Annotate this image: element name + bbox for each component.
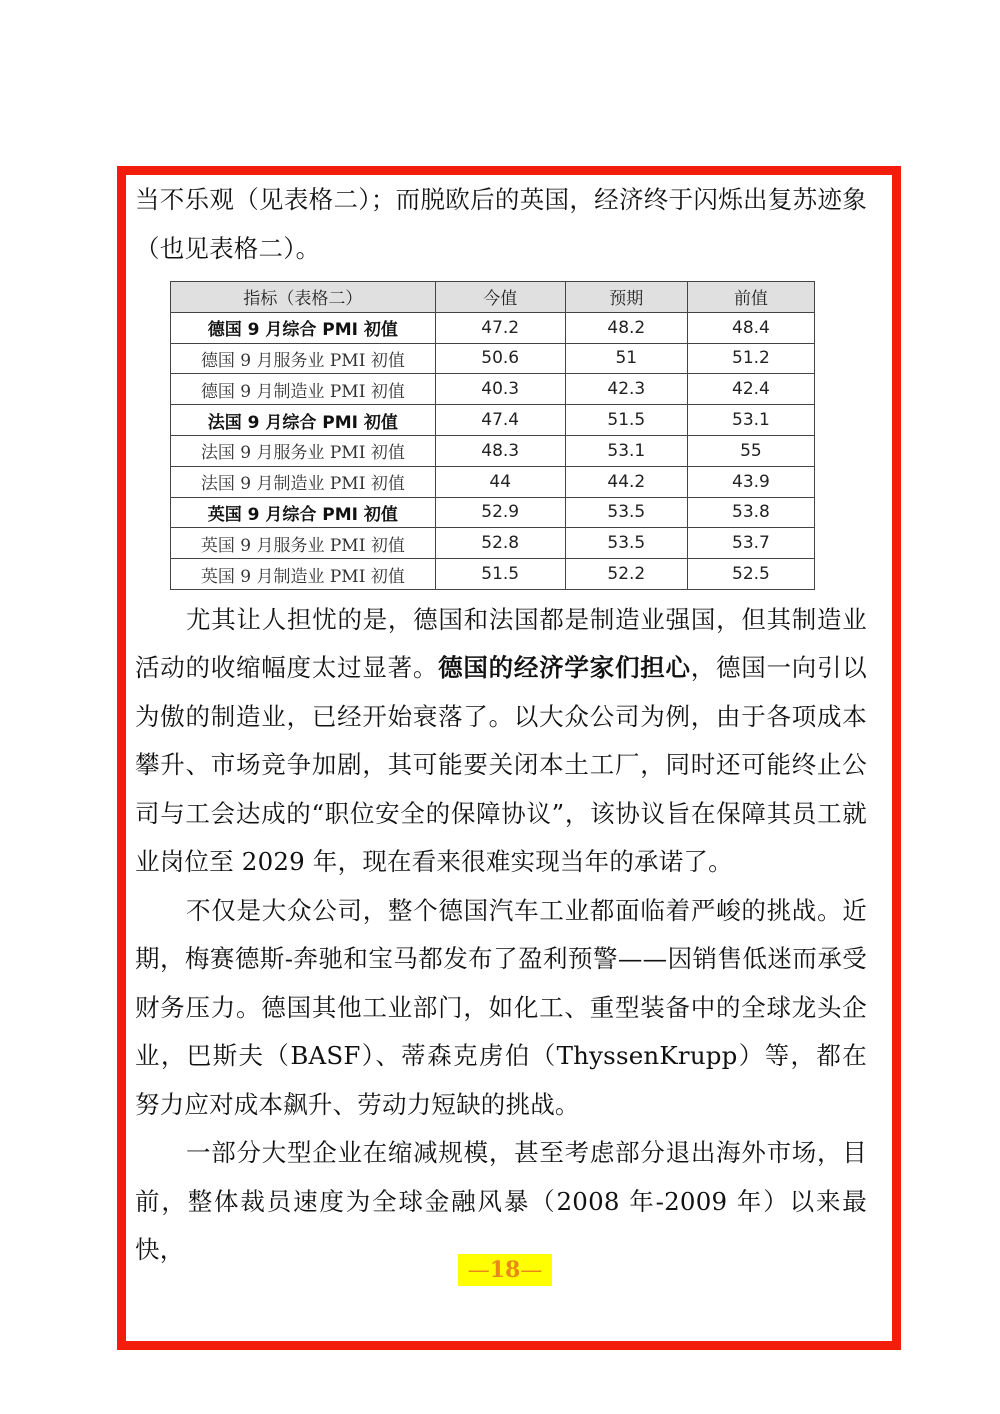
row-label: 法国 9 月综合 PMI 初值 (171, 405, 436, 436)
cell-current: 51.5 (435, 559, 565, 590)
row-label: 英国 9 月综合 PMI 初值 (171, 497, 436, 528)
cell-expected: 44.2 (565, 466, 687, 497)
cell-expected: 52.2 (565, 559, 687, 590)
cell-current: 52.9 (435, 497, 565, 528)
cell-expected: 51 (565, 343, 687, 374)
cell-previous: 48.4 (687, 312, 814, 343)
row-label: 法国 9 月制造业 PMI 初值 (171, 466, 436, 497)
paragraph-manufacturing-start: 尤其让人担忧的是，德国和法国都是制造业强国，但其制造业活动的收缩幅度太过显著。 (135, 604, 867, 683)
cell-expected: 48.2 (565, 312, 687, 343)
table-row (171, 374, 815, 405)
cell-previous: 53.7 (687, 528, 814, 559)
cell-expected: 53.1 (565, 435, 687, 466)
page-content (135, 176, 867, 1275)
cell-current: 40.3 (435, 374, 565, 405)
cell-expected: 53.5 (565, 528, 687, 559)
paragraph-manufacturing (135, 596, 867, 887)
row-label: 英国 9 月服务业 PMI 初值 (171, 528, 436, 559)
cell-current: 44 (435, 466, 565, 497)
header-indicator: 指标（表格二） (171, 282, 436, 313)
cell-previous: 53.8 (687, 497, 814, 528)
page-number-dash-right: — (520, 1257, 543, 1283)
table-row (171, 466, 815, 497)
row-label: 德国 9 月制造业 PMI 初值 (171, 374, 436, 405)
cell-previous: 53.1 (687, 405, 814, 436)
table-header-row (171, 282, 815, 313)
table-row (171, 559, 815, 590)
row-label: 英国 9 月制造业 PMI 初值 (171, 559, 436, 590)
cell-expected: 42.3 (565, 374, 687, 405)
cell-expected: 51.5 (565, 405, 687, 436)
table-row (171, 435, 815, 466)
header-current: 今值 (435, 282, 565, 313)
paragraph-intro: 当不乐观（见表格二）；而脱欧后的英国，经济终于闪烁出复苏迹象（也见表格二）。 (135, 185, 867, 263)
page-number-value: 18 (489, 1257, 521, 1283)
page-number (458, 1254, 552, 1286)
page-number-dash-left: — (467, 1257, 490, 1283)
paragraph-manufacturing-end: ，德国一向引以为傲的制造业，已经开始衰落了。以大众公司为例，由于各项成本攀升、市场竞争加剧，其可能要关闭本土工厂，同时还可能终止公司与工会达成的“职位安全的保障协议”，该协议旨在保障其员工就业岗位至 2029 年，现在看来很难实现当年的承诺了。 (135, 653, 867, 877)
header-expected: 预期 (565, 282, 687, 313)
header-previous: 前值 (687, 282, 814, 313)
cell-previous: 55 (687, 435, 814, 466)
table-row (171, 312, 815, 343)
cell-previous: 42.4 (687, 374, 814, 405)
cell-previous: 43.9 (687, 466, 814, 497)
row-label: 德国 9 月服务业 PMI 初值 (171, 343, 436, 374)
paragraph-manufacturing-emphasis: 德国的经济学家们担心 (438, 653, 691, 683)
cell-current: 52.8 (435, 528, 565, 559)
paragraph-auto-industry: 不仅是大众公司，整个德国汽车工业都面临着严峻的挑战。近期，梅赛德斯-奔驰和宝马都发布了盈利预警——因销售低迷而承受财务压力。德国其他工业部门，如化工、重型装备中的全球龙头企业，巴斯夫（BASF）、蒂森克虏伯（ThyssenKrupp）等，都在努力应对成本飙升、劳动力短缺的挑战。 (135, 895, 867, 1119)
paragraph-layoffs: 一部分大型企业在缩减规模，甚至考虑部分退出海外市场，目前，整体裁员速度为全球金融风暴（2008 年-2009 年）以来最快， (135, 1138, 867, 1265)
row-label: 德国 9 月综合 PMI 初值 (171, 312, 436, 343)
cell-expected: 53.5 (565, 497, 687, 528)
cell-current: 50.6 (435, 343, 565, 374)
table-row (171, 497, 815, 528)
cell-current: 47.4 (435, 405, 565, 436)
cell-previous: 52.5 (687, 559, 814, 590)
pmi-table (170, 281, 815, 590)
table-row (171, 528, 815, 559)
cell-previous: 51.2 (687, 343, 814, 374)
row-label: 法国 9 月服务业 PMI 初值 (171, 435, 436, 466)
cell-current: 47.2 (435, 312, 565, 343)
cell-current: 48.3 (435, 435, 565, 466)
table-row (171, 343, 815, 374)
table-row (171, 405, 815, 436)
